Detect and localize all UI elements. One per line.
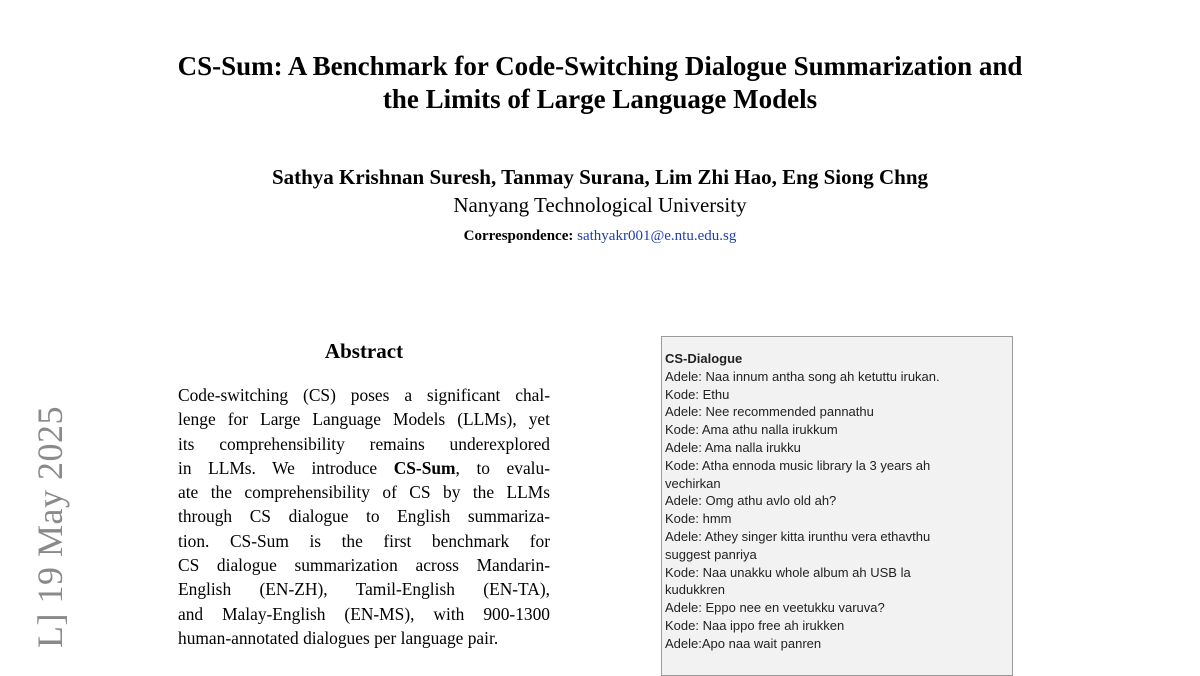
dialogue-line: Adele: Omg athu avlo old ah? xyxy=(665,493,837,509)
correspondence-email-link[interactable]: sathyakr001@e.ntu.edu.sg xyxy=(577,228,737,244)
abstract-text: in LLMs. We introduce xyxy=(178,457,394,478)
title-line-2: the Limits of Large Language Models xyxy=(382,84,818,114)
abstract-line: English (EN-ZH), Tamil-English (EN-TA), xyxy=(178,579,550,600)
author-list: Sathya Krishnan Suresh, Tanmay Surana, Lim Zhi Hao, Eng Siong Chng xyxy=(271,165,929,189)
dialogue-line: Adele: Eppo nee en veetukku varuva? xyxy=(665,600,885,616)
title-line-1: CS-Sum: A Benchmark for Code-Switching Dialogue Summarization and xyxy=(177,51,1023,81)
paper-title xyxy=(100,50,1100,116)
affiliation: Nanyang Technological University xyxy=(453,193,747,217)
dialogue-line: Adele: Nee recommended pannathu xyxy=(665,404,874,420)
dialogue-line: Kode: Atha ennoda music library la 3 years ah xyxy=(665,457,931,473)
benchmark-name: CS-Sum xyxy=(393,457,456,478)
dialogue-line: Adele: Athey singer kitta irunthu vera ethavthu xyxy=(665,528,931,544)
dialogue-line: vechirkan xyxy=(665,475,721,491)
abstract-line xyxy=(178,456,550,480)
dialogue-line: Kode: Naa unakku whole album ah USB la xyxy=(665,564,911,580)
dialogue-line: Kode: Naa ippo free ah irukken xyxy=(665,617,845,633)
dialogue-heading: CS-Dialogue xyxy=(665,351,743,366)
dialogue-line: Adele: Ama nalla irukku xyxy=(665,439,801,455)
dialogue-line: suggest panriya xyxy=(665,546,757,562)
abstract-line: human-annotated dialogues per language pair. xyxy=(178,627,499,648)
correspondence xyxy=(100,226,1100,246)
arxiv-side-stamp: L] 19 May 2025 xyxy=(30,406,70,648)
abstract-text: , to evalu- xyxy=(455,457,550,478)
dialogue-line: Adele:Apo naa wait panren xyxy=(665,635,822,651)
abstract-heading: Abstract xyxy=(324,339,404,363)
abstract-line: CS dialogue summarization across Mandarin- xyxy=(178,555,550,576)
abstract-line: through CS dialogue to English summariza- xyxy=(178,506,550,527)
abstract-line: Code-switching (CS) poses a significant chal- xyxy=(178,385,550,405)
dialogue-line: kudukkren xyxy=(665,582,725,598)
dialogue-line: Adele: Naa innum antha song ah ketuttu irukan. xyxy=(665,368,940,384)
abstract-body xyxy=(178,383,550,650)
abstract-line: its comprehensibility remains underexplored xyxy=(178,433,550,454)
dialogue-line: Kode: Ethu xyxy=(665,386,730,402)
correspondence-label: Correspondence: xyxy=(463,228,574,244)
abstract-line: lenge for Large Language Models (LLMs), yet xyxy=(178,409,550,430)
dialogue-line: Kode: hmm xyxy=(665,511,732,527)
abstract-line: tion. CS-Sum is the first benchmark for xyxy=(178,530,550,551)
dialogue-line: Kode: Ama athu nalla irukkum xyxy=(665,422,838,438)
abstract-line: ate the comprehensibility of CS by the LLMs xyxy=(178,482,550,503)
cs-dialogue-figure xyxy=(661,336,1013,676)
abstract-line: and Malay-English (EN-MS), with 900-1300 xyxy=(178,603,550,624)
